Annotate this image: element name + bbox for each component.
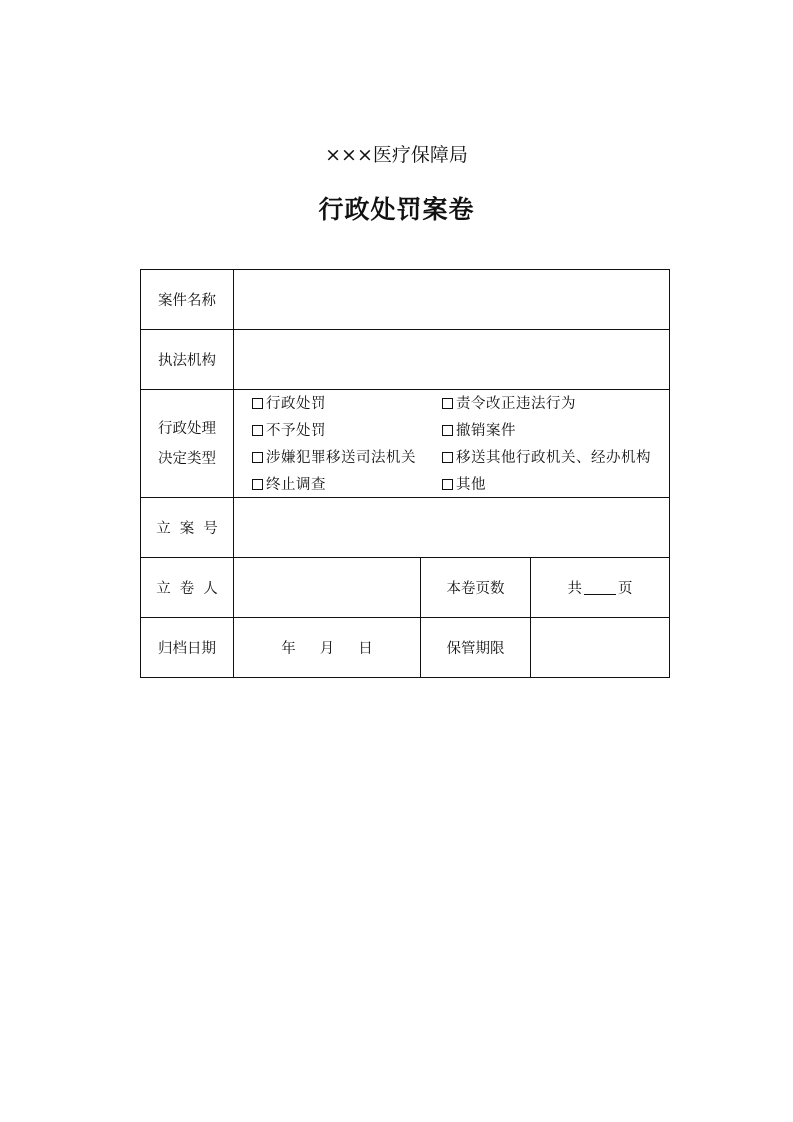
- retention-field[interactable]: [531, 618, 670, 678]
- document-title: 行政处罚案卷: [318, 195, 475, 224]
- checkbox-icon[interactable]: [252, 425, 263, 436]
- option-revoke-case[interactable]: 撤销案件: [442, 421, 672, 442]
- page-count-field[interactable]: [531, 558, 670, 618]
- option-transfer-judicial[interactable]: 涉嫌犯罪移送司法机关: [252, 448, 442, 469]
- option-no-penalty[interactable]: 不予处罚: [252, 421, 442, 442]
- checkbox-icon[interactable]: [252, 479, 263, 490]
- option-order-correction[interactable]: 责令改正违法行为: [442, 394, 672, 415]
- checkbox-icon[interactable]: [442, 452, 453, 463]
- decision-type-label-line1: 行政处理: [158, 420, 216, 437]
- filer-field[interactable]: [234, 558, 421, 618]
- row-case-number: [141, 498, 670, 558]
- checkbox-icon[interactable]: [442, 425, 453, 436]
- month-label: 月: [319, 641, 335, 657]
- retention-label: 保管期限: [421, 618, 531, 678]
- filer-label: 立卷人: [141, 558, 234, 618]
- agency-label: 执法机构: [141, 330, 234, 390]
- page-count-label: 本卷页数: [421, 558, 531, 618]
- decision-type-label-line2: 决定类型: [158, 450, 216, 467]
- case-file-form: [140, 269, 670, 678]
- page-count-blank[interactable]: [584, 580, 616, 595]
- row-filer: [141, 558, 670, 618]
- decision-type-label: [141, 390, 234, 498]
- agency-field[interactable]: [234, 330, 670, 390]
- archive-date-field[interactable]: [234, 618, 421, 678]
- option-administrative-penalty[interactable]: 行政处罚: [252, 394, 442, 415]
- year-label: 年: [281, 641, 296, 657]
- option-transfer-other-agency[interactable]: 移送其他行政机关、经办机构: [442, 448, 672, 469]
- case-number-field[interactable]: [234, 498, 670, 558]
- archive-date-label: 归档日期: [141, 618, 234, 678]
- case-name-field[interactable]: [234, 270, 670, 330]
- day-label: 日: [358, 641, 373, 657]
- option-terminate-investigation[interactable]: 终止调查: [252, 475, 442, 496]
- row-decision-type: [141, 390, 670, 498]
- case-number-label: 立案号: [141, 498, 234, 558]
- checkbox-icon[interactable]: [252, 452, 263, 463]
- checkbox-icon[interactable]: [252, 398, 263, 409]
- row-archive: [141, 618, 670, 678]
- organization-name: ×××医疗保障局: [325, 144, 468, 166]
- page-count-suffix: 页: [618, 581, 633, 597]
- checkbox-icon[interactable]: [442, 479, 453, 490]
- decision-type-options: [234, 390, 670, 498]
- row-case-name: [141, 270, 670, 330]
- option-other[interactable]: 其他: [442, 475, 672, 496]
- checkbox-icon[interactable]: [442, 398, 453, 409]
- row-agency: [141, 330, 670, 390]
- case-name-label: 案件名称: [141, 270, 234, 330]
- page-count-prefix: 共: [567, 581, 582, 597]
